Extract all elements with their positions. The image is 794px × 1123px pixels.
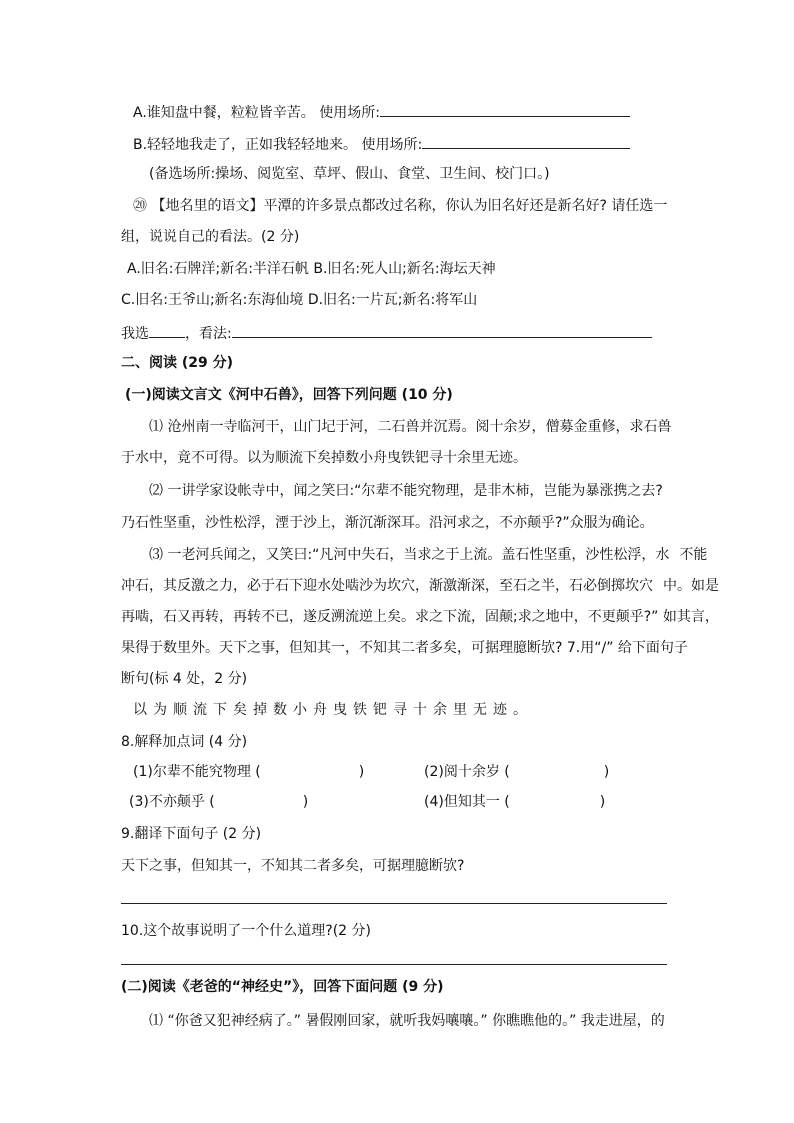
question-7-cont: 断句(标 4 处，2 分)	[121, 671, 248, 687]
paragraph-2-cont: 乃石性坚重，沙性松浮，湮于沙上，渐沉渐深耳。沿河求之，不亦颠乎?”众服为确论。	[121, 515, 654, 531]
item-2-close: )	[603, 764, 610, 780]
subsection-2-title: (二)阅读《老爸的“神经史”》，回答下面问题 (9 分)	[121, 979, 444, 995]
question-10: 10.这个故事说明了一个什么道理?(2 分)	[121, 923, 371, 939]
paragraph-3-cont-3: 果得于数里外。天下之事，但知其一，不知其二者多矣，可据理臆断欤? 7.用“/” 给下面句子	[121, 640, 688, 656]
option-a-line	[133, 102, 630, 122]
subsection-1-title: (一)阅读文言文《河中石兽》，回答下列问题 (10 分)	[125, 387, 453, 403]
item-3-close: )	[302, 794, 309, 810]
item-4-close: )	[599, 794, 606, 810]
question-8-item-2	[424, 763, 609, 781]
section-reading-title: 二、阅读 (29 分)	[121, 355, 234, 371]
paragraph-3-text: ⑶ 一老河兵闻之，又笑曰:“凡河中失石，当求之于上流。盖石性坚重，沙性松浮，水	[149, 547, 670, 563]
paragraph-3-cont-text: 冲石，其反激之力，必于石下迎水处啮沙为坎穴，渐激渐深，至石之半，石必倒掷坎穴	[121, 578, 653, 594]
question-20: ⑳ 【地名里的语文】平潭的许多景点都改过名称，你认为旧名好还是新名好? 请任选一	[133, 198, 668, 214]
opinion-label: ，看法:	[185, 326, 232, 342]
option-b-text: B.轻轻地我走了，正如我轻轻地来。 使用场所:	[133, 137, 423, 153]
question-8-item-3	[129, 793, 308, 811]
question-9-sentence: 天下之事，但知其一，不知其二者多矣，可据理臆断欤?	[121, 858, 465, 874]
item-1-close: )	[358, 764, 365, 780]
paragraph-1: ⑴ 沧州南一寺临河干，山门圮于河，二石兽并沉焉。阅十余岁，僧募金重修，求石兽	[149, 419, 672, 435]
answer-line-10[interactable]	[121, 964, 667, 965]
choice-ab: A.旧名:石牌洋;新名:半洋石帆 B.旧名:死人山;新名:海坛天神	[127, 261, 496, 277]
option-b-line	[133, 134, 630, 154]
opinion-blank[interactable]	[232, 323, 652, 338]
option-a-text: A.谁知盘中餐，粒粒皆辛苦。 使用场所:	[133, 105, 380, 121]
question-9: 9.翻译下面句子 (2 分)	[121, 826, 262, 842]
paragraph-3-cont-1	[121, 577, 719, 595]
question-8-item-4	[424, 793, 605, 811]
place-options: (备选场所:操场、阅览室、草坪、假山、食堂、卫生间、校门口。)	[149, 166, 550, 182]
paragraph-2: ⑵ 一讲学家设帐寺中，闻之笑曰:“尔辈不能究物理，是非木柿，岂能为暴涨携之去?	[149, 483, 663, 499]
item-3-text: (3)不亦颠乎 (	[129, 794, 215, 810]
answer-line-9[interactable]	[121, 903, 667, 904]
question-8-item-1	[133, 763, 364, 781]
question-20-cont: 组，说说自己的看法。(2 分)	[121, 229, 300, 245]
subsection-2-paragraph-1: ⑴ “你爸又犯神经病了。” 暑假刚回家，就听我妈嚷嚷。” 你瞧瞧他的。” 我走进屋，的	[149, 1013, 665, 1029]
my-choice-label: 我选	[121, 326, 149, 342]
paragraph-3-cont-end: 中。如是	[663, 578, 719, 594]
item-4-text: (4)但知其一 (	[424, 794, 510, 810]
sentence-to-punctuate: 以为顺流下矣掉数小舟曳铁钯寻十余里无迹。	[133, 702, 533, 718]
question-8: 8.解释加点词 (4 分)	[121, 734, 248, 750]
item-1-text: (1)尔辈不能究物理 (	[133, 764, 261, 780]
paragraph-3-end: 不能	[679, 547, 708, 563]
choice-cd: C.旧名:王爷山;新名:东海仙境 D.旧名:一片瓦;新名:将军山	[121, 292, 478, 308]
my-choice-line	[121, 323, 652, 343]
item-2-text: (2)阅十余岁 (	[424, 764, 510, 780]
paragraph-1-cont: 于水中，竟不可得。以为顺流下矣掉数小舟曳铁钯寻十余里无迹。	[121, 450, 527, 466]
answer-blank[interactable]	[380, 102, 630, 117]
choice-blank[interactable]	[149, 323, 185, 338]
paragraph-3	[149, 546, 707, 564]
paragraph-3-cont-2: 再啮，石又再转，再转不已，遂反溯流逆上矣。求之下流，固颠;求之地中，不更颠乎?” 如其言，	[121, 609, 719, 625]
answer-blank[interactable]	[422, 134, 630, 149]
